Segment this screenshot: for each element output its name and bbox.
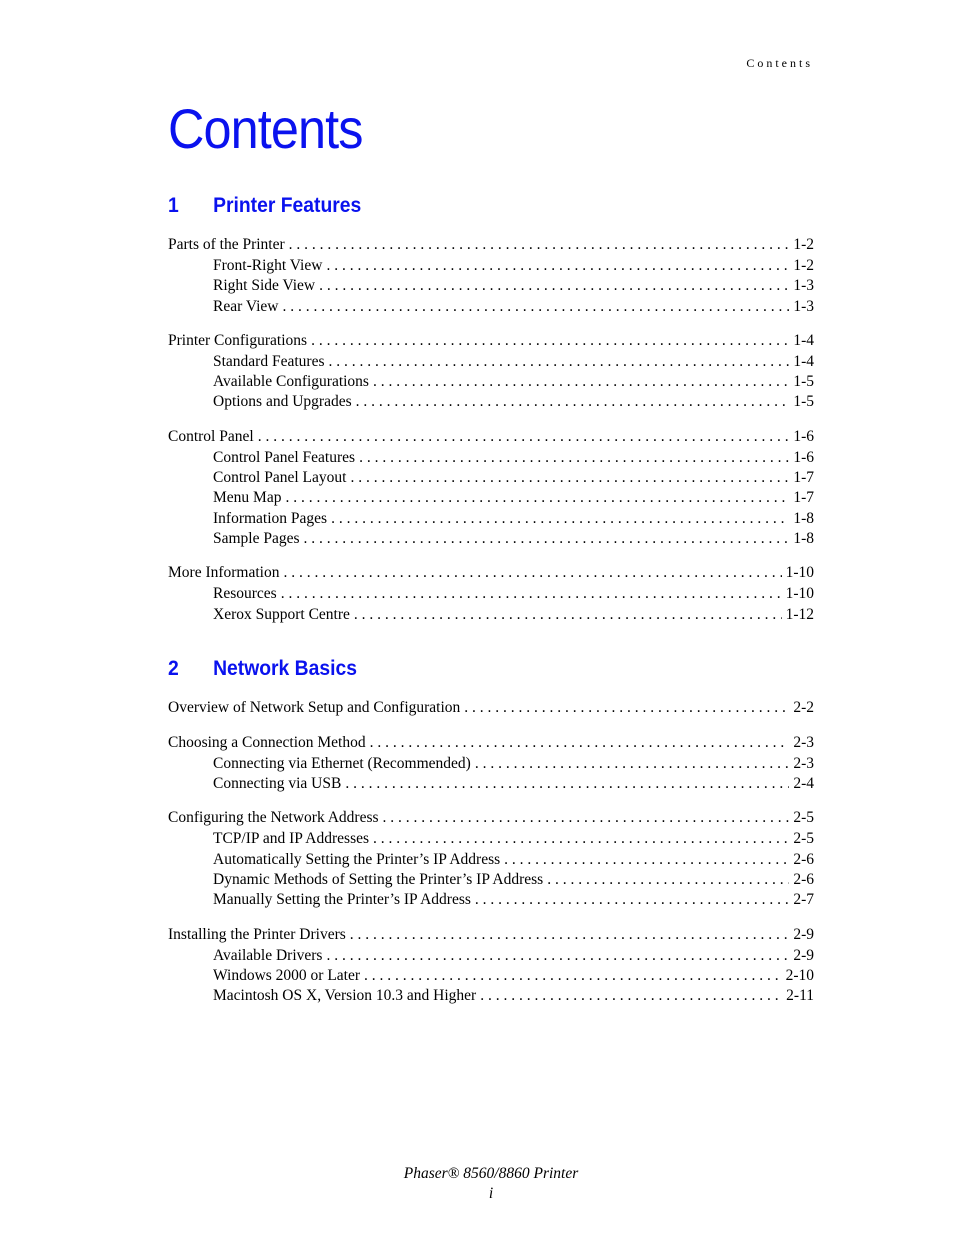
dot-leader bbox=[359, 448, 789, 468]
toc-entry-label: Right Side View bbox=[213, 277, 316, 295]
dot-leader bbox=[258, 425, 790, 448]
toc-entry-label: Available Configurations bbox=[213, 373, 369, 391]
toc-subentry[interactable] bbox=[168, 372, 814, 392]
dot-leader bbox=[373, 829, 789, 849]
page-footer bbox=[0, 1164, 954, 1204]
toc-subentry[interactable] bbox=[168, 605, 814, 625]
dot-leader bbox=[547, 870, 789, 890]
toc-entry-label: Connecting via USB bbox=[213, 775, 342, 793]
toc-entry-label: Sample Pages bbox=[213, 529, 300, 547]
toc-section bbox=[168, 425, 814, 549]
toc-entry-label: Information Pages bbox=[213, 509, 328, 527]
toc-entry-label: TCP/IP and IP Addresses bbox=[213, 830, 370, 848]
dot-leader bbox=[285, 488, 789, 508]
toc-entry-page: 1-3 bbox=[793, 277, 814, 295]
toc-entry-label: Control Panel bbox=[168, 427, 254, 445]
toc-entry-page: 2-6 bbox=[793, 871, 814, 889]
toc-subentry[interactable] bbox=[168, 509, 814, 529]
toc-entry-page: 2-3 bbox=[793, 754, 814, 772]
toc-section bbox=[168, 806, 814, 910]
toc-entry-page: 1-12 bbox=[785, 605, 814, 623]
dot-leader bbox=[504, 850, 789, 870]
dot-leader bbox=[383, 806, 790, 829]
toc-entry-page: 1-8 bbox=[793, 509, 814, 527]
toc-entry-label: Standard Features bbox=[213, 352, 325, 370]
dot-leader bbox=[326, 946, 789, 966]
toc-entry-page: 2-2 bbox=[793, 698, 814, 716]
dot-leader bbox=[350, 468, 789, 488]
chapter-gap bbox=[168, 637, 814, 657]
toc-entry-page: 1-10 bbox=[785, 564, 814, 582]
toc-entry-label: Xerox Support Centre bbox=[213, 605, 350, 623]
toc-entry-page: 1-5 bbox=[793, 393, 814, 411]
toc-entry-label: Options and Upgrades bbox=[213, 393, 352, 411]
dot-leader bbox=[475, 754, 790, 774]
toc-subentry[interactable] bbox=[168, 468, 814, 488]
toc-entry-page: 1-4 bbox=[793, 352, 814, 370]
toc-entry[interactable] bbox=[168, 731, 814, 754]
toc-entry-label: Connecting via Ethernet (Recommended) bbox=[213, 754, 471, 772]
toc-entry-label: Configuring the Network Address bbox=[168, 809, 379, 827]
toc-subentry[interactable] bbox=[168, 774, 814, 794]
toc-entry-label: Available Drivers bbox=[213, 946, 323, 964]
dot-leader bbox=[331, 509, 789, 529]
toc-entry[interactable] bbox=[168, 696, 814, 719]
dot-leader bbox=[354, 605, 782, 625]
toc-entry-page: 1-6 bbox=[793, 427, 814, 445]
dot-leader bbox=[464, 696, 789, 719]
toc-entry-page: 2-6 bbox=[793, 850, 814, 868]
toc-entry[interactable] bbox=[168, 806, 814, 829]
toc-entry[interactable] bbox=[168, 329, 814, 352]
toc-entry-page: 2-5 bbox=[793, 830, 814, 848]
page-title: Contents bbox=[168, 97, 363, 160]
toc-entry-page: 2-10 bbox=[785, 966, 814, 984]
toc-entry[interactable] bbox=[168, 561, 814, 584]
toc-entry-page: 2-7 bbox=[793, 891, 814, 909]
dot-leader bbox=[319, 276, 789, 296]
toc-entry-page: 1-5 bbox=[793, 373, 814, 391]
toc-subentry[interactable] bbox=[168, 297, 814, 317]
dot-leader bbox=[373, 372, 789, 392]
dot-leader bbox=[281, 584, 782, 604]
toc-entry[interactable] bbox=[168, 425, 814, 448]
toc-entry-label: More Information bbox=[168, 564, 280, 582]
toc-entry-label: Menu Map bbox=[213, 489, 282, 507]
toc-subentry[interactable] bbox=[168, 448, 814, 468]
dot-leader bbox=[283, 561, 781, 584]
dot-leader bbox=[311, 329, 789, 352]
footer-page-number: i bbox=[488, 1185, 494, 1202]
chapter-number: 2 bbox=[168, 656, 179, 680]
toc-subentry[interactable] bbox=[168, 256, 814, 276]
toc-subentry[interactable] bbox=[168, 276, 814, 296]
chapter-heading[interactable] bbox=[168, 657, 762, 685]
toc-entry-page: 1-7 bbox=[793, 489, 814, 507]
toc-subentry[interactable] bbox=[168, 584, 814, 604]
dot-leader bbox=[328, 352, 789, 372]
toc-entry-label: Printer Configurations bbox=[168, 331, 308, 349]
chapter-title: Printer Features bbox=[213, 194, 362, 217]
dot-leader bbox=[283, 297, 790, 317]
dot-leader bbox=[475, 890, 789, 910]
running-head: Contents bbox=[746, 56, 813, 70]
chapter-title: Network Basics bbox=[213, 656, 357, 680]
toc-entry-page: 1-4 bbox=[793, 331, 814, 349]
dot-leader bbox=[289, 233, 790, 256]
toc-section bbox=[168, 923, 814, 1007]
toc-subentry[interactable] bbox=[168, 829, 814, 849]
toc-entry-page: 2-9 bbox=[793, 925, 814, 943]
toc-entry-label: Parts of the Printer bbox=[168, 236, 285, 253]
toc-entry-page: 2-4 bbox=[793, 775, 814, 793]
toc-section bbox=[168, 329, 814, 413]
toc-subentry[interactable] bbox=[168, 488, 814, 508]
toc-entry-label: Macintosh OS X, Version 10.3 and Higher bbox=[213, 987, 477, 1005]
toc-subentry[interactable] bbox=[168, 966, 814, 986]
dot-leader bbox=[326, 256, 789, 276]
toc-subentry[interactable] bbox=[168, 870, 814, 890]
toc-entry-label: Choosing a Connection Method bbox=[168, 733, 366, 751]
toc-section bbox=[168, 696, 814, 719]
toc-section bbox=[168, 233, 814, 317]
toc-entry-label: Manually Setting the Printer’s IP Address bbox=[213, 891, 471, 909]
dot-leader bbox=[304, 529, 790, 549]
toc-entry-label: Automatically Setting the Printer’s IP Address bbox=[213, 850, 501, 868]
toc-entry-label: Control Panel Features bbox=[213, 448, 356, 466]
dot-leader bbox=[345, 774, 789, 794]
dot-leader bbox=[364, 966, 782, 986]
toc-entry-page: 1-8 bbox=[793, 529, 814, 547]
toc-entry-label: Overview of Network Setup and Configuration bbox=[168, 698, 461, 716]
toc-subentry[interactable] bbox=[168, 946, 814, 966]
toc-entry-page: 2-9 bbox=[793, 946, 814, 964]
toc-entry-page: 2-3 bbox=[793, 733, 814, 751]
dot-leader bbox=[370, 731, 790, 754]
toc-subentry[interactable] bbox=[168, 890, 814, 910]
toc-entry-page: 1-3 bbox=[793, 297, 814, 315]
dot-leader bbox=[480, 986, 782, 1006]
dot-leader bbox=[356, 392, 790, 412]
toc-entry-label: Dynamic Methods of Setting the Printer’s IP Address bbox=[213, 871, 544, 889]
toc-subentry[interactable] bbox=[168, 850, 814, 870]
toc-subentry[interactable] bbox=[168, 754, 814, 774]
toc-entry-page: 1-10 bbox=[785, 585, 814, 603]
toc-entry[interactable] bbox=[168, 233, 814, 256]
toc-subentry[interactable] bbox=[168, 986, 814, 1006]
toc-section bbox=[168, 731, 814, 795]
toc-entry-page: 1-7 bbox=[793, 469, 814, 487]
toc-entry-label: Rear View bbox=[213, 297, 279, 315]
toc-entry-label: Installing the Printer Drivers bbox=[168, 925, 346, 943]
toc-entry-page: 2-11 bbox=[786, 987, 814, 1005]
toc-entry-page: 2-5 bbox=[793, 809, 814, 827]
toc-subentry[interactable] bbox=[168, 352, 814, 372]
toc-entry-label: Front-Right View bbox=[213, 257, 323, 274]
toc-entry-page: 1-2 bbox=[793, 236, 814, 253]
toc-entry-label: Resources bbox=[213, 585, 277, 603]
footer-product: Phaser® 8560/8860 Printer bbox=[403, 1165, 579, 1182]
table-of-contents bbox=[168, 194, 814, 1019]
chapter-heading[interactable] bbox=[168, 194, 762, 222]
toc-entry-page: 1-6 bbox=[793, 448, 814, 466]
toc-subentry[interactable] bbox=[168, 529, 814, 549]
toc-section bbox=[168, 561, 814, 625]
dot-leader bbox=[350, 923, 790, 946]
toc-entry-label: Control Panel Layout bbox=[213, 469, 347, 487]
toc-entry-page: 1-2 bbox=[793, 257, 814, 274]
toc-subentry[interactable] bbox=[168, 392, 814, 412]
toc-entry[interactable] bbox=[168, 923, 814, 946]
toc-entry-label: Windows 2000 or Later bbox=[213, 966, 361, 984]
chapter-number: 1 bbox=[168, 194, 179, 217]
